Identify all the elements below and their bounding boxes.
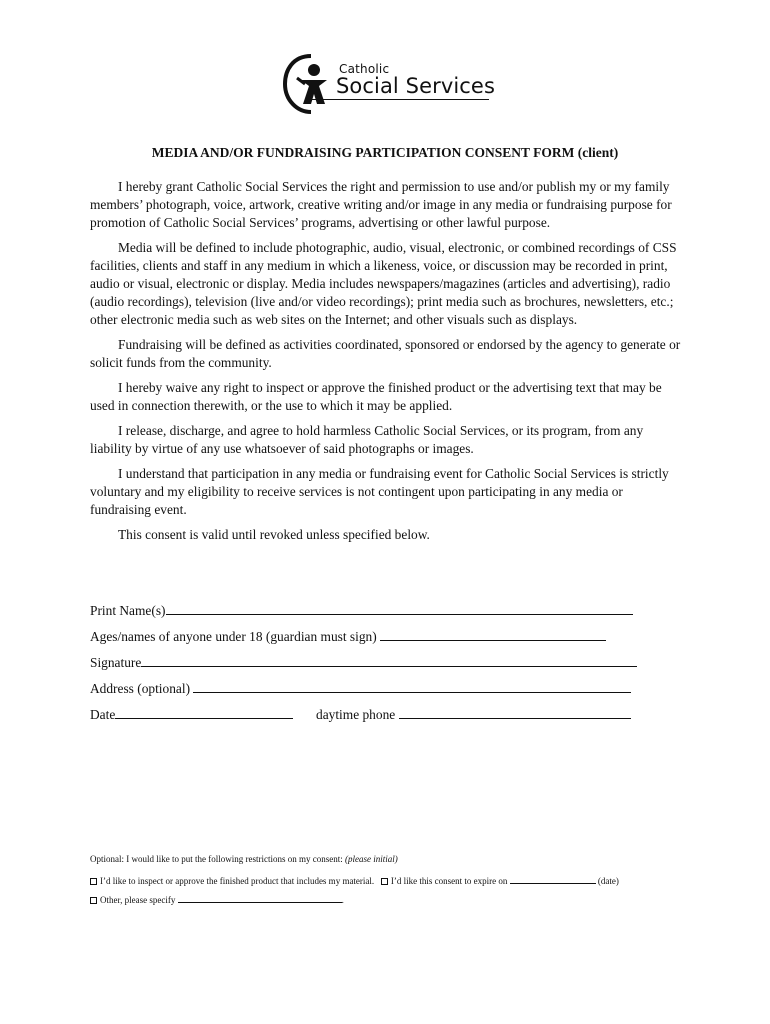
logo-big-text: Social Services <box>336 74 495 98</box>
daytime-phone-label: daytime phone <box>316 707 396 722</box>
ages-names-line[interactable] <box>380 628 606 641</box>
paragraph-waiver: I hereby waive any right to inspect or approve the finished product or the advertising text that may be used in connection therewith, or the use to which it may be applied. <box>90 380 662 413</box>
date-label: Date <box>90 707 116 722</box>
optional-intro-italic: (please initial) <box>344 854 398 864</box>
ages-names-row <box>90 628 606 645</box>
optional-intro-text: Optional: I would like to put the following restrictions on my consent: <box>90 854 343 864</box>
signature-row <box>90 654 637 671</box>
date-line[interactable] <box>115 706 293 719</box>
print-name-row <box>90 602 633 619</box>
date-phone-row <box>90 706 631 723</box>
css-figure-logo-icon <box>281 50 331 118</box>
ages-names-label: Ages/names of anyone under 18 (guardian must sign) <box>90 629 377 644</box>
signature-line[interactable] <box>141 654 637 667</box>
paragraph-validity: This consent is valid until revoked unless specified below. <box>118 527 430 542</box>
optional-options-row <box>90 875 619 887</box>
other-specify-line[interactable] <box>178 894 342 903</box>
expire-checkbox[interactable] <box>381 878 388 885</box>
inspect-option-label: I’d like to inspect or approve the finished product that includes my material. <box>100 876 375 886</box>
daytime-phone-line[interactable] <box>399 706 631 719</box>
address-row <box>90 680 631 697</box>
paragraph-grant: I hereby grant Catholic Social Services the right and permission to use and/or publish my or my family members’ photograph, voice, artwork, creative writing and/or image in any media or fundraising purpose for promotion of Catholic Social Services’ programs, advertising or other lawful purpose. <box>90 179 672 230</box>
address-label: Address (optional) <box>90 681 191 696</box>
paragraph-release: I release, discharge, and agree to hold harmless Catholic Social Services, or its program, from any liability by virtue of any use whatsoever of said photographs or images. <box>90 423 644 456</box>
other-option-label: Other, please specify <box>100 895 176 905</box>
address-line[interactable] <box>193 680 631 693</box>
paragraph-media-definition: Media will be defined to include photographic, audio, visual, electronic, or combined recordings of CSS facilities, clients and staff in any medium in which a likeness, voice, or discussion may be recorded in print, audio or visual, electronic or display. Media includes newspapers/magazines (articles and advertising), radio (audio recordings), television (live and/or video recordings); print media such as brochures, newsletters, etc.; other electronic media such as web sites on the Internet; and other visuals such as displays. <box>90 240 677 327</box>
form-title: MEDIA AND/OR FUNDRAISING PARTICIPATION CONSENT FORM (client) <box>151 145 619 160</box>
logo-small-text: Catholic <box>339 62 390 76</box>
expire-date-line[interactable] <box>510 875 596 884</box>
paragraph-voluntary: I understand that participation in any media or fundraising event for Catholic Social Services is strictly voluntary and my eligibility to receive services is not contingent upon participating in any media or fundraising event. <box>90 466 669 517</box>
optional-other-row: Other, please specify . <box>90 894 344 906</box>
print-name-line[interactable] <box>166 602 633 615</box>
expire-date-suffix: (date) <box>597 876 619 886</box>
paragraph-fundraising-definition: Fundraising will be defined as activities coordinated, sponsored or endorsed by the agency to generate or solicit funds from the community. <box>90 337 681 370</box>
print-name-label: Print Name(s) <box>90 603 166 618</box>
logo-underline <box>311 99 489 100</box>
signature-label: Signature <box>90 655 142 670</box>
other-checkbox[interactable] <box>90 897 97 904</box>
consent-body <box>90 178 682 551</box>
inspect-checkbox[interactable] <box>90 878 97 885</box>
expire-option-label: I’d like this consent to expire on <box>390 876 508 886</box>
optional-intro <box>90 853 398 865</box>
css-logo <box>281 50 496 122</box>
